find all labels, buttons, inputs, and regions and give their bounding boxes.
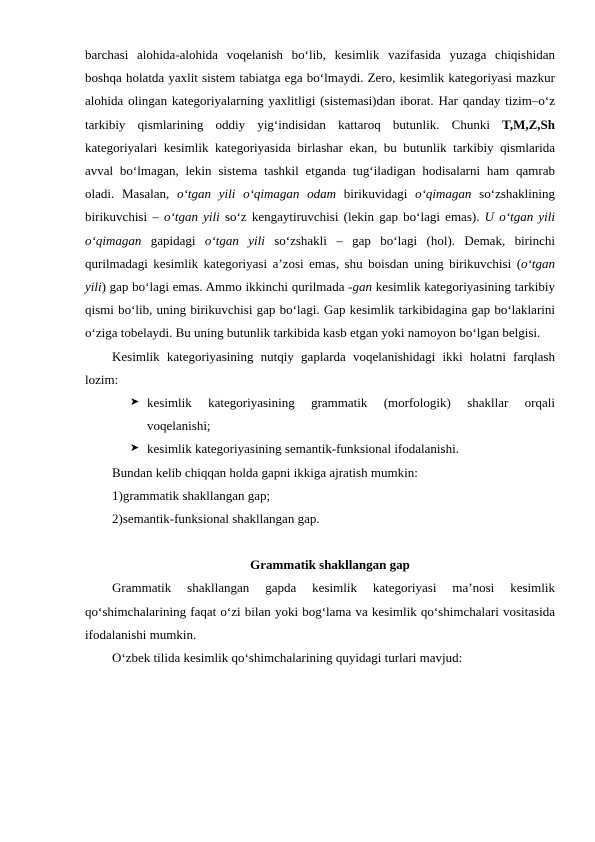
page-content: [85, 43, 555, 669]
text-run: gapidagi: [141, 232, 205, 248]
list-item-2: 2)semantik-funksional shakllangan gap.: [112, 511, 320, 527]
text-run: so‘z kengaytiruvchisi (lekin gap bo‘lagi emas).: [219, 209, 485, 225]
bullet-item: [130, 391, 555, 437]
list-item-1: 1)grammatik shakllangan gap;: [112, 487, 271, 503]
arrow-bullet-icon: ➤: [130, 396, 140, 409]
italic-example: o‘tgan yili: [204, 232, 265, 248]
line-conclusion: Bundan kelib chiqqan holda gapni ikkiga ajratish mumkin:: [112, 464, 418, 480]
bullet-text: kesimlik kategoriyasining grammatik (morfologik) shakllar orqali voqelanishi;: [147, 395, 555, 434]
italic-example: U o‘tgan yili o‘qimagan: [85, 209, 556, 248]
text-run: ) gap bo‘lagi emas. Ammo ikkinchi qurilmada -: [101, 279, 353, 295]
italic-example: o‘qimagan: [415, 186, 472, 202]
paragraph-grammatical: Grammatik shakllangan gapda kesimlik kategoriyasi ma’nosi kesimlik qo‘shimchalarining faqat o‘zi bilan yoki bog‘lama va kesimlik qo‘shimchalari vositasida ifodalanishi mumkin.: [85, 580, 555, 642]
text-run: birikuvidagi: [336, 186, 416, 202]
paragraph-types: O‘zbek tilida kesimlik qo‘shimchalarining quyidagi turlari mavjud:: [112, 650, 463, 666]
italic-suffix: gan: [352, 279, 373, 295]
text-run: kesimlik kategoriyasining tarkibiy qismi bo‘lib, uning birikuvchisi gap bo‘lagi. Gap kesimlik tarkibidagina gap bo‘laklarini o‘ziga tobelaydi. Bu uning butunlik tarkibida kasb etgan yoki namoyon bo‘lgan belgisi.: [85, 279, 556, 341]
paragraph-intro: [85, 43, 555, 345]
paragraph-two-states: Kesimlik kategoriyasining nutqiy gaplarda voqelanishidagi ikki holatni farqlash lozim:: [85, 348, 555, 387]
italic-example: o‘tgan yili: [85, 255, 555, 295]
text-run: so‘zshaklining birikuvchisi –: [85, 186, 556, 225]
section-heading: Grammatik shakllangan gap: [250, 557, 410, 573]
bullet-item: [130, 437, 555, 460]
italic-example: o‘tgan yili: [164, 209, 220, 225]
italic-example: o‘tgan yili o‘qimagan odam: [177, 186, 337, 202]
text-run: so‘zshakli – gap bo‘lagi (hol). Demak, birinchi qurilmadagi kesimlik kategoriyasi a’zosi emas, shu boisdan uning birikuvchisi (: [85, 232, 556, 271]
bullet-text: kesimlik kategoriyasining semantik-funksional ifodalanishi.: [147, 441, 459, 457]
text-run: kategoriyalari kesimlik kategoriyasida birlashar ekan, bu butunlik tarkibiy qismlarida avval bo‘lmagan, lekin sistema tashkil etganda tug‘iladigan hodisalarni ham qamrab oladi. Masalan,: [85, 139, 555, 202]
bold-term: T,M,Z,Sh: [502, 116, 555, 132]
text-run: barchasi alohida-alohida voqelanish bo‘lib, kesimlik vazifasida yuzaga chiqishidan boshqa holatda yaxlit sistem tabiatga ega bo‘lmaydi. Zero, kesimlik kategoriyasi mazkur alohida olingan kategoriyalarning yaxlitligi (sistemasi)dan iborat. Har qanday tizim–o‘z tarkibiy qismlarining oddiy yig‘indisidan kattaroq butunlik. Chunki: [85, 47, 555, 132]
arrow-bullet-icon: ➤: [130, 442, 140, 455]
